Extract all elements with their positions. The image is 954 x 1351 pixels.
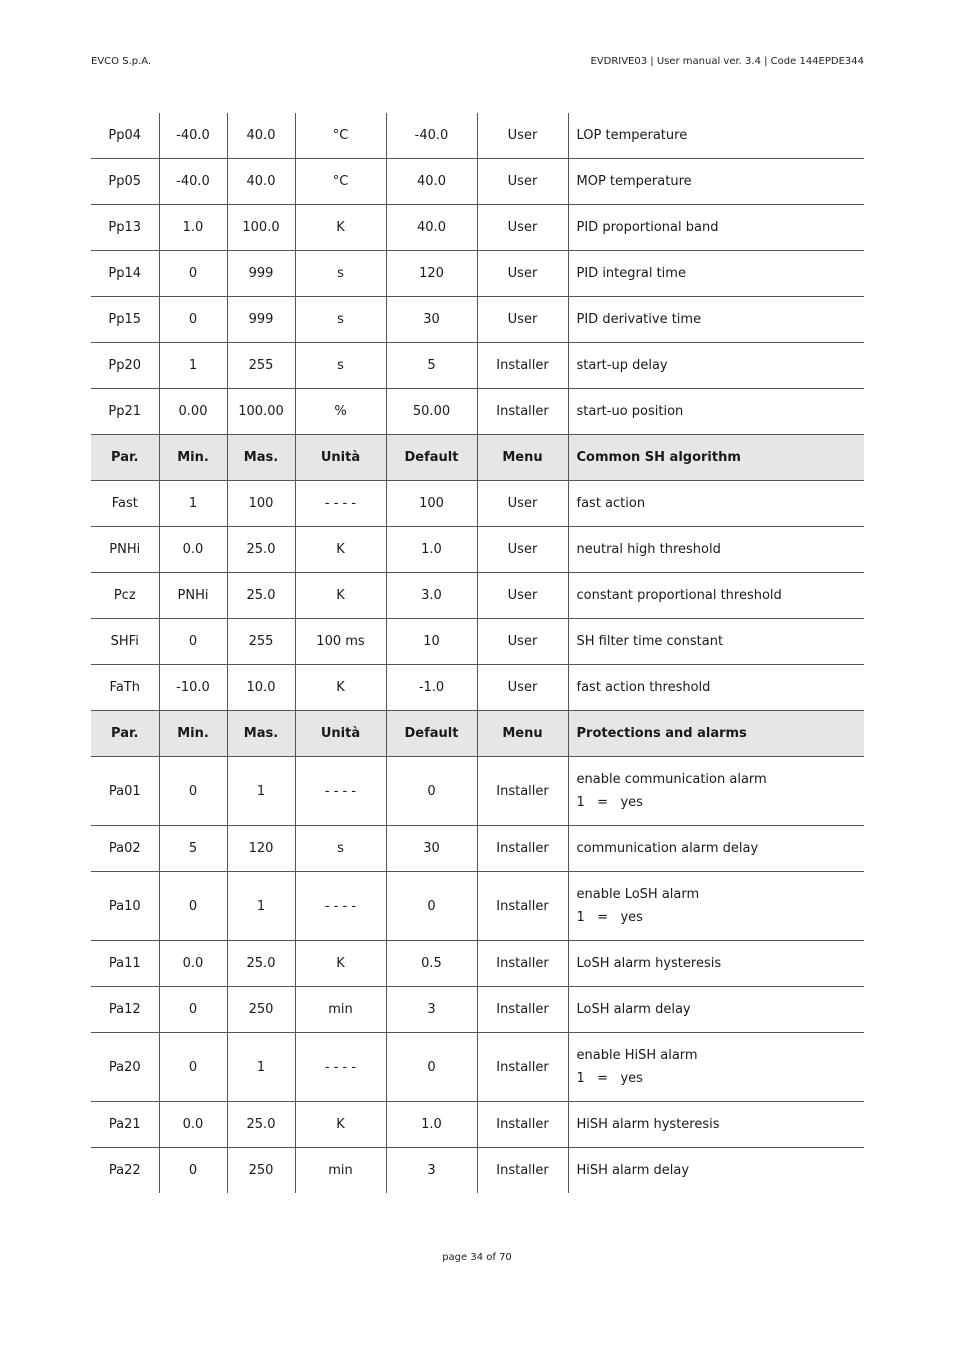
cell-menu-level: Installer [477, 343, 568, 389]
cell-unit: K [295, 205, 386, 251]
cell-unit: s [295, 343, 386, 389]
section-header-row [91, 435, 864, 481]
cell-description: constant proportional threshold [568, 573, 864, 619]
cell-max-value: 255 [227, 343, 295, 389]
cell-parameter-code: Pa02 [91, 826, 159, 872]
cell-menu-level: Installer [477, 1102, 568, 1148]
cell-min-value: 5 [159, 826, 227, 872]
cell-default-value: -1.0 [386, 665, 477, 711]
cell-min-value: 0 [159, 1148, 227, 1194]
cell-menu-level: User [477, 481, 568, 527]
cell-default-value: 40.0 [386, 205, 477, 251]
cell-unit: - - - - [295, 757, 386, 826]
cell-description: MOP temperature [568, 159, 864, 205]
cell-description: fast action [568, 481, 864, 527]
table-row [91, 1033, 864, 1102]
cell-description: LoSH alarm hysteresis [568, 941, 864, 987]
cell-max-value: 100.00 [227, 389, 295, 435]
cell-parameter-code: Pa12 [91, 987, 159, 1033]
cell-menu-level: User [477, 113, 568, 159]
cell-menu-level: User [477, 665, 568, 711]
cell-unit: - - - - [295, 872, 386, 941]
cell-max-value: 999 [227, 251, 295, 297]
parameters-table [91, 113, 864, 1193]
cell-menu-level: Installer [477, 389, 568, 435]
table-row [91, 251, 864, 297]
cell-description: HiSH alarm delay [576, 1163, 690, 1178]
cell-min-value: 0 [159, 619, 227, 665]
cell-parameter-code: Pp13 [91, 205, 159, 251]
cell-parameter-code: Pa10 [91, 872, 159, 941]
cell-default-value: 30 [386, 826, 477, 872]
cell-unit: min [295, 987, 386, 1033]
column-header-default-value: Default [386, 435, 477, 481]
cell-description: LoSH alarm delay [568, 987, 864, 1033]
cell-description [568, 757, 864, 826]
section-title: Protections and alarms [568, 711, 864, 757]
table-row [91, 872, 864, 941]
table-row [91, 481, 864, 527]
cell-min-value: 0 [159, 757, 227, 826]
cell-unit: °C [295, 113, 386, 159]
cell-min-value: 0 [159, 987, 227, 1033]
cell-menu-level: User [477, 527, 568, 573]
cell-unit: K [295, 665, 386, 711]
cell-parameter-code: Pp04 [91, 113, 159, 159]
cell-menu-level: Installer [477, 1148, 568, 1194]
cell-menu-level: User [477, 205, 568, 251]
section-title: Common SH algorithm [568, 435, 864, 481]
cell-description: HiSH alarm hysteresis [568, 1102, 864, 1148]
cell-max-value: 40.0 [227, 159, 295, 205]
cell-unit: K [295, 1102, 386, 1148]
column-header-default-value: Default [386, 711, 477, 757]
cell-max-value: 1 [227, 757, 295, 826]
cell-parameter-code: Fast [91, 481, 159, 527]
table-row [91, 113, 864, 159]
cell-max-value: 1 [227, 872, 295, 941]
header-company: EVCO S.p.A. [91, 56, 152, 67]
cell-parameter-code: Pp14 [91, 251, 159, 297]
cell-menu-level: User [477, 251, 568, 297]
cell-min-value: 0.0 [159, 1102, 227, 1148]
cell-default-value: 50.00 [386, 389, 477, 435]
table-row [91, 665, 864, 711]
cell-menu-level: Installer [477, 987, 568, 1033]
column-header-menu-level: Menu [477, 435, 568, 481]
cell-menu-level: Installer [477, 1033, 568, 1102]
cell-min-value: 0 [159, 872, 227, 941]
parameters-table-body [91, 113, 864, 1193]
cell-menu-level: User [477, 573, 568, 619]
cell-default-value: 3 [386, 987, 477, 1033]
column-header-unit: Unità [295, 711, 386, 757]
table-row [91, 1148, 864, 1194]
column-header-max-value: Mas. [227, 435, 295, 481]
cell-description: PID integral time [568, 251, 864, 297]
cell-unit: - - - - [295, 481, 386, 527]
column-header-parameter-code: Par. [91, 435, 159, 481]
table-row [91, 1102, 864, 1148]
cell-menu-level: Installer [477, 757, 568, 826]
table-row [91, 297, 864, 343]
cell-description: PID derivative time [568, 297, 864, 343]
cell-description: communication alarm delay [568, 826, 864, 872]
cell-parameter-code: Pp05 [91, 159, 159, 205]
cell-max-value: 120 [227, 826, 295, 872]
table-row [91, 573, 864, 619]
cell-parameter-code: Pp15 [91, 297, 159, 343]
cell-parameter-code: SHFi [91, 619, 159, 665]
description-text: enable LoSH alarm [576, 887, 700, 902]
cell-parameter-code: Pp20 [91, 343, 159, 389]
cell-default-value: 3.0 [386, 573, 477, 619]
description-option: 1 = yes [576, 1071, 643, 1086]
cell-parameter-code: Pa01 [91, 757, 159, 826]
cell-min-value: 1.0 [159, 205, 227, 251]
cell-default-value: 0.5 [386, 941, 477, 987]
page-number: page 34 of 70 [442, 1252, 512, 1263]
cell-min-value: 0 [159, 251, 227, 297]
column-header-unit: Unità [295, 435, 386, 481]
cell-min-value: 0.0 [159, 941, 227, 987]
description-option: 1 = yes [576, 795, 643, 810]
table-row [91, 619, 864, 665]
cell-default-value: 120 [386, 251, 477, 297]
table-row [91, 205, 864, 251]
cell-menu-level: Installer [477, 826, 568, 872]
column-header-max-value: Mas. [227, 711, 295, 757]
table-row [91, 987, 864, 1033]
cell-description: fast action threshold [568, 665, 864, 711]
cell-unit: min [295, 1148, 386, 1194]
cell-max-value: 100.0 [227, 205, 295, 251]
cell-min-value: 0.0 [159, 527, 227, 573]
cell-menu-level: Installer [477, 941, 568, 987]
cell-unit: K [295, 573, 386, 619]
cell-description: neutral high threshold [568, 527, 864, 573]
cell-default-value: 0 [386, 1033, 477, 1102]
cell-unit: s [295, 826, 386, 872]
cell-default-value: 3 [386, 1148, 477, 1194]
cell-parameter-code: Pa20 [91, 1033, 159, 1102]
column-header-min-value: Min. [159, 435, 227, 481]
cell-description: LOP temperature [568, 113, 864, 159]
cell-default-value: 40.0 [386, 159, 477, 205]
cell-default-value: 30 [386, 297, 477, 343]
table-row [91, 826, 864, 872]
description-text: enable communication alarm [576, 772, 767, 787]
cell-default-value: 1.0 [386, 1102, 477, 1148]
table-row [91, 159, 864, 205]
cell-menu-level: User [477, 159, 568, 205]
cell-parameter-code: PNHi [91, 527, 159, 573]
cell-unit: - - - - [295, 1033, 386, 1102]
cell-min-value: 0 [159, 1033, 227, 1102]
cell-parameter-code: Pa22 [91, 1148, 159, 1194]
cell-unit: °C [295, 159, 386, 205]
cell-max-value: 250 [227, 987, 295, 1033]
cell-parameter-code: Pa11 [91, 941, 159, 987]
cell-description: start-uo position [568, 389, 864, 435]
cell-default-value: -40.0 [386, 113, 477, 159]
table-row [91, 343, 864, 389]
cell-max-value: 100 [227, 481, 295, 527]
cell-unit: % [295, 389, 386, 435]
cell-description [568, 872, 864, 941]
cell-default-value: 10 [386, 619, 477, 665]
cell-min-value: PNHi [159, 573, 227, 619]
cell-max-value: 10.0 [227, 665, 295, 711]
cell-menu-level: User [477, 619, 568, 665]
header-document-info: EVDRIVE03 | User manual ver. 3.4 | Code 144EPDE344 [590, 56, 864, 67]
cell-unit: 100 ms [295, 619, 386, 665]
cell-max-value: 255 [227, 619, 295, 665]
column-header-parameter-code: Par. [91, 711, 159, 757]
description-text: enable HiSH alarm [576, 1048, 698, 1063]
cell-max-value: 999 [227, 297, 295, 343]
cell-default-value: 0 [386, 872, 477, 941]
table-row [91, 527, 864, 573]
cell-default-value: 100 [386, 481, 477, 527]
cell-parameter-code: Pcz [91, 573, 159, 619]
cell-min-value: -40.0 [159, 113, 227, 159]
column-header-min-value: Min. [159, 711, 227, 757]
cell-unit: K [295, 527, 386, 573]
cell-min-value: -40.0 [159, 159, 227, 205]
cell-min-value: -10.0 [159, 665, 227, 711]
cell-max-value: 25.0 [227, 527, 295, 573]
cell-description: start-up delay [568, 343, 864, 389]
cell-max-value: 250 [227, 1148, 295, 1194]
cell-unit: K [295, 941, 386, 987]
table-row [91, 757, 864, 826]
cell-menu-level: Installer [477, 872, 568, 941]
cell-max-value: 25.0 [227, 573, 295, 619]
cell-min-value: 0.00 [159, 389, 227, 435]
cell-min-value: 1 [159, 481, 227, 527]
cell-min-value: 0 [159, 297, 227, 343]
cell-min-value: 1 [159, 343, 227, 389]
cell-parameter-code: FaTh [91, 665, 159, 711]
table-row [91, 389, 864, 435]
table-row [91, 941, 864, 987]
cell-parameter-code: Pa21 [91, 1102, 159, 1148]
cell-unit: s [295, 251, 386, 297]
section-header-row [91, 711, 864, 757]
cell-parameter-code: Pp21 [91, 389, 159, 435]
column-header-menu-level: Menu [477, 711, 568, 757]
cell-description: PID proportional band [568, 205, 864, 251]
cell-description [568, 1033, 864, 1102]
cell-menu-level: User [477, 297, 568, 343]
cell-max-value: 25.0 [227, 1102, 295, 1148]
cell-description: SH filter time constant [568, 619, 864, 665]
cell-max-value: 1 [227, 1033, 295, 1102]
description-option: 1 = yes [576, 910, 643, 925]
cell-max-value: 25.0 [227, 941, 295, 987]
cell-unit: s [295, 297, 386, 343]
cell-max-value: 40.0 [227, 113, 295, 159]
cell-default-value: 0 [386, 757, 477, 826]
cell-default-value: 5 [386, 343, 477, 389]
cell-default-value: 1.0 [386, 527, 477, 573]
